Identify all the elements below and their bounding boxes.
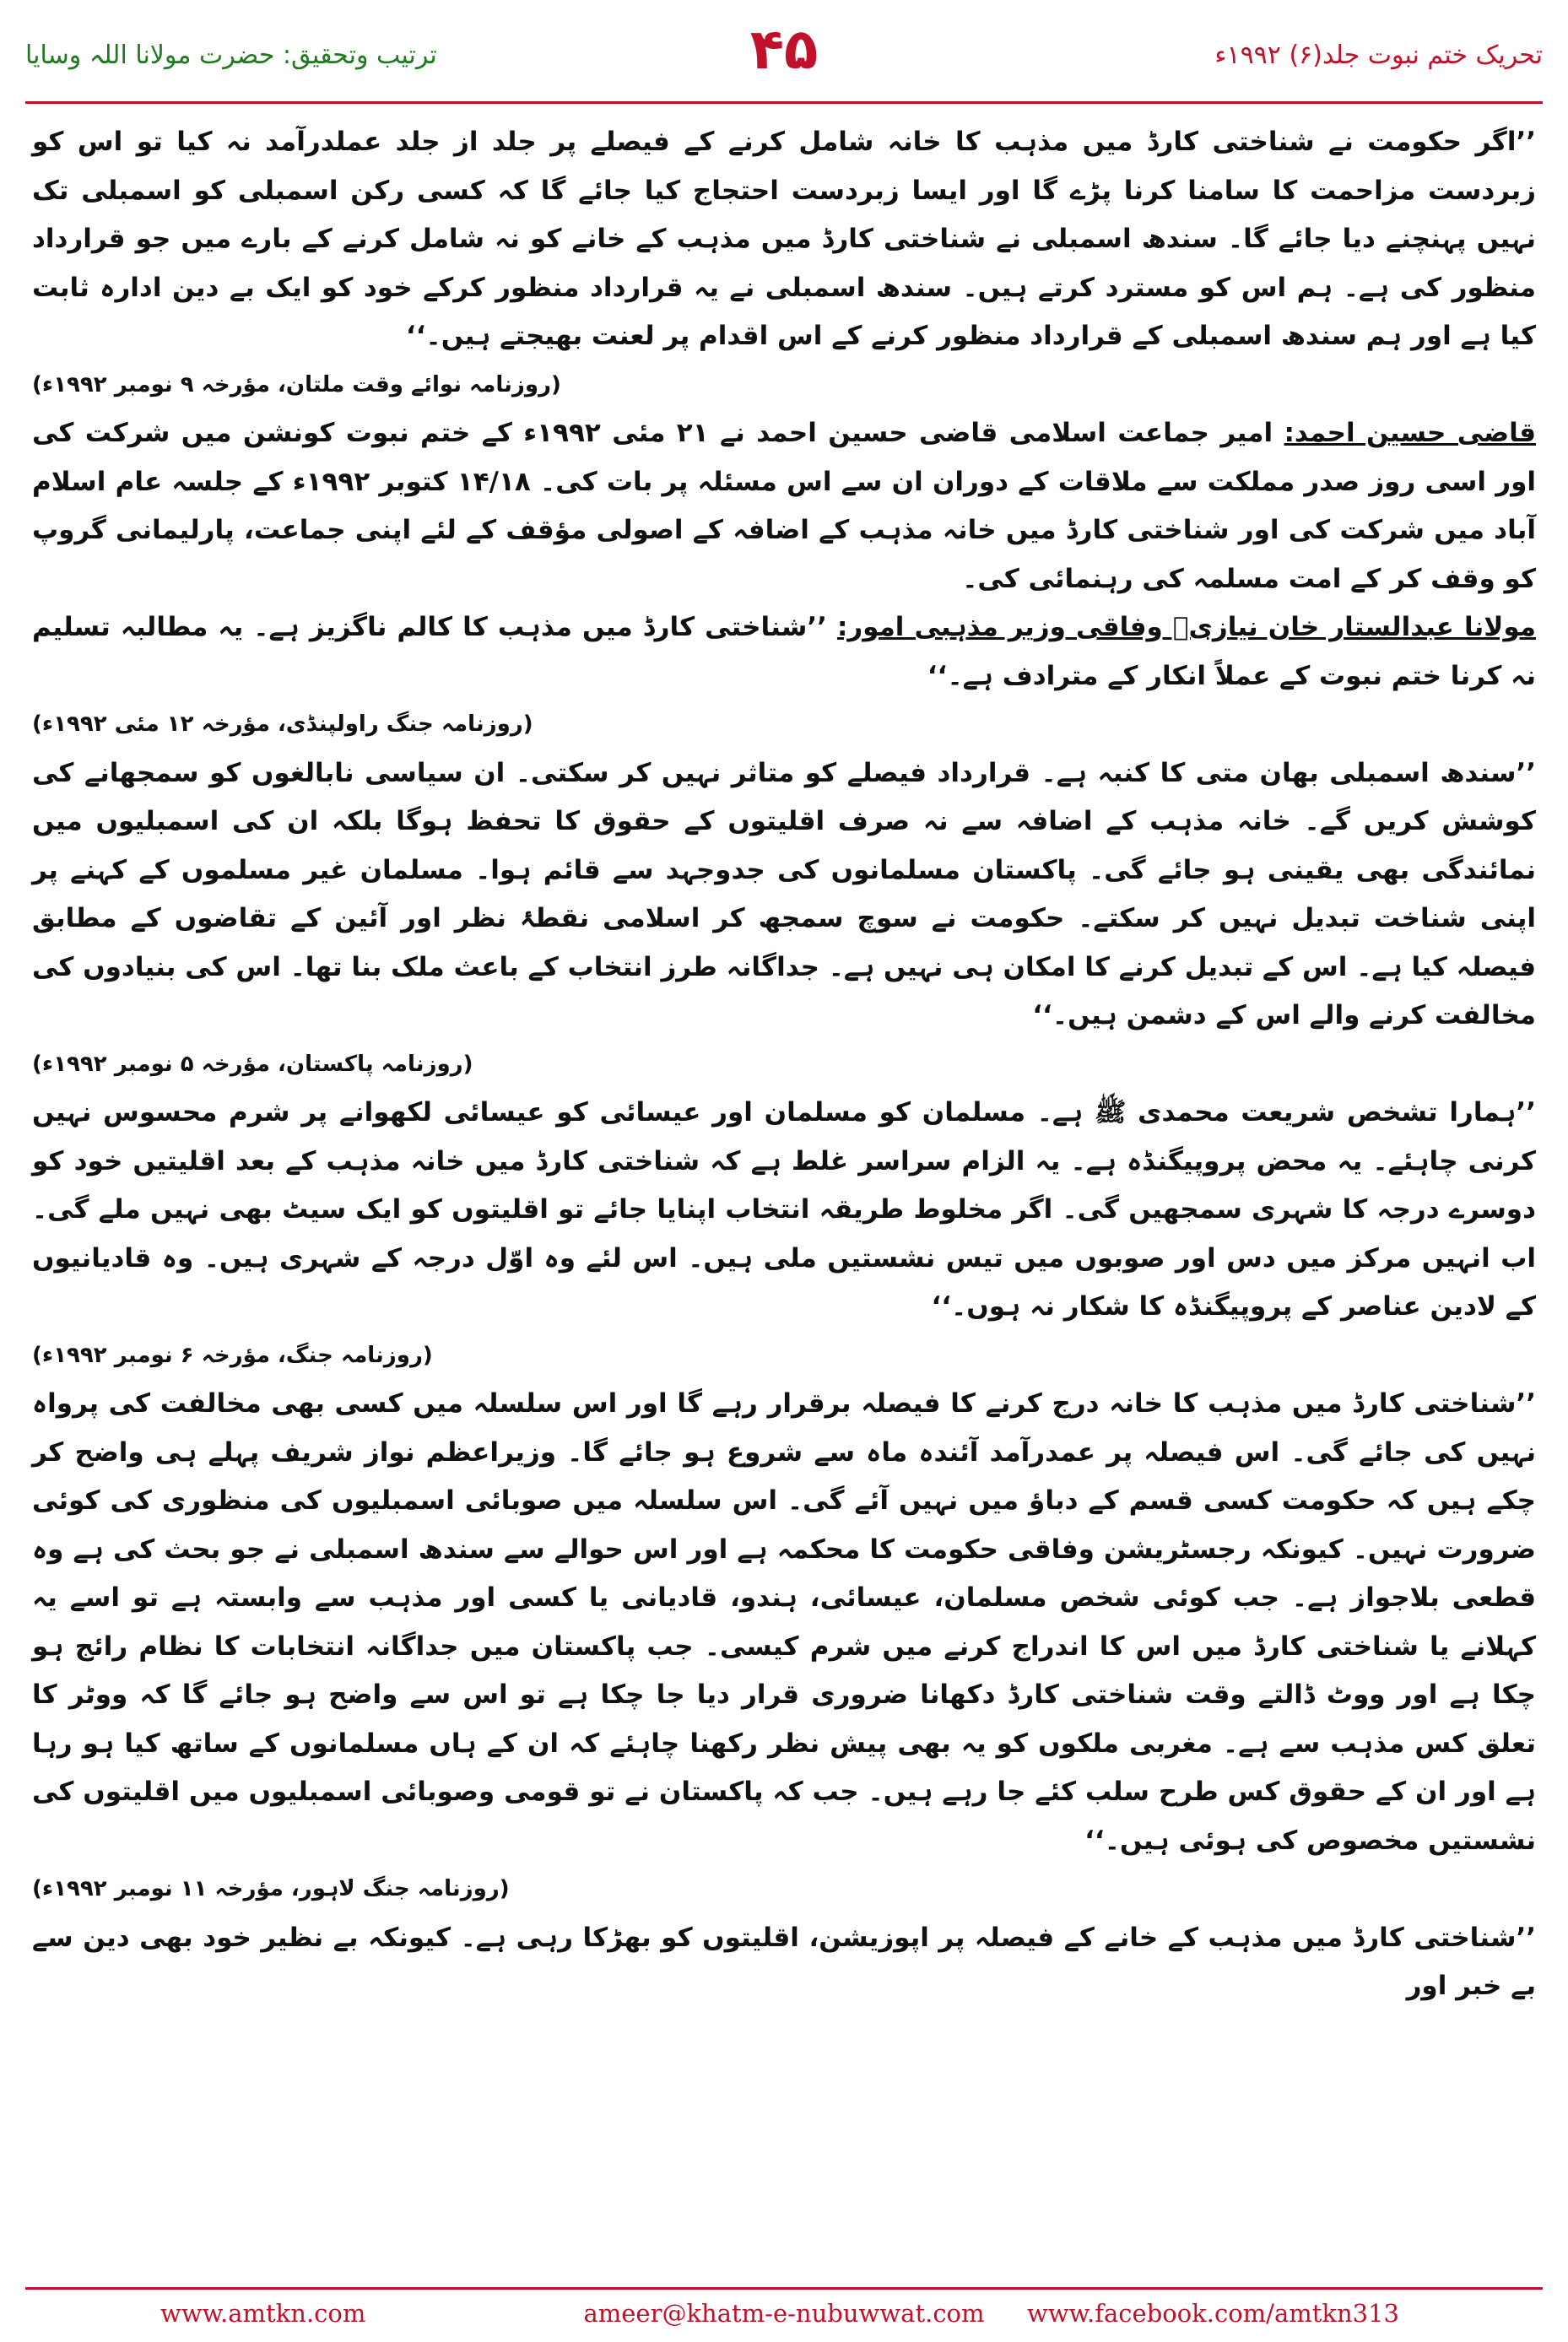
- book-title: تحریک ختم نبوت جلد(۶) ۱۹۹۲ء: [1214, 41, 1543, 70]
- speaker-name: مولانا عبدالستار خان نیازیؒ وفاقی وزیر مذہبی امور:: [836, 612, 1536, 642]
- paragraph-text: امیر جماعت اسلامی قاضی حسین احمد نے ۲۱ مئی ۱۹۹۲ء کے ختم نبوت کونشن میں شرکت کی اور اسی روز صدر مملکت سے ملاقات کے دوران ان سے اس مسئلہ پر بات کی۔ ۱۴/۱۸ کتوبر ۱۹۹۲ء کے جلسہ عام اسلام آباد میں شرکت کی اور شناختی کارڈ میں خانہ مذہب کے اضافہ کے اصولی مؤقف کے لئے اپنی جماعت، پارلیمانی گروپ کو وقف کر کے امت مسلمہ کی رہنمائی کی۔: [32, 418, 1536, 594]
- page-header: [25, 17, 1543, 97]
- statement-paragraph: [32, 603, 1536, 700]
- quote-paragraph: [32, 749, 1536, 1041]
- website-link[interactable]: www.amtkn.com: [160, 2299, 366, 2328]
- citation: (روزنامہ جنگ، مؤرخہ ۶ نومبر ۱۹۹۲ء): [32, 1342, 433, 1368]
- quote-paragraph: [32, 1914, 1536, 2011]
- page-footer: [25, 2296, 1543, 2334]
- compiler-credit: ترتیب وتحقیق: حضرت مولانا اللہ وسایا: [25, 41, 437, 70]
- paragraph-text: ’’ہمارا تشخص شریعت محمدی ﷺ ہے۔ مسلمان کو مسلمان اور عیسائی کو عیسائی لکھوانے پر شرم محسوس نہیں کرنی چاہئے۔ یہ محض پروپیگنڈہ ہے۔ یہ الزام سراسر غلط ہے کہ شناختی کارڈ میں خانہ مذہب کے بعد اقلیتیں خود کو دوسرے درجہ کا شہری سمجھیں گی۔ اگر مخلوط طریقہ انتخاب اپنایا جائے تو اقلیتوں کو ایک سیٹ بھی نہیں ملے گی۔ اب انہیں مرکز میں دس اور صوبوں میں تیس نشستیں ملی ہیں۔ اس لئے وہ اوّل درجہ کے شہری ہیں۔ وہ قادیانیوں کے لادین عناصر کے پروپیگنڈہ کا شکار نہ ہوں۔‘‘: [32, 1097, 1536, 1322]
- paragraph-text: ’’شناختی کارڈ میں مذہب کا کالم ناگزیز ہے۔ یہ مطالبہ تسلیم نہ کرنا ختم نبوت کے عملاً انکار کے مترادف ہے۔‘‘: [32, 612, 1536, 691]
- speaker-name: قاضی حسین احمد:: [1284, 418, 1537, 448]
- footer-divider: [25, 2287, 1543, 2290]
- email-link[interactable]: ameer@khatm-e-nubuwwat.com: [583, 2299, 985, 2328]
- paragraph-text: ’’شناختی کارڈ میں مذہب کا خانہ درج کرنے کا فیصلہ برقرار رہے گا اور اس سلسلہ میں کسی بھی مخالفت کی پرواہ نہیں کی جائے گی۔ اس فیصلہ پر عمدرآمد آئندہ ماہ سے شروع ہو جائے گا۔ وزیراعظم نواز شریف پہلے ہی واضح کر چکے ہیں کہ حکومت کسی قسم کے دباؤ میں نہیں آئے گی۔ اس سلسلہ میں صوبائی اسمبلیوں کی منظوری کی کوئی ضرورت نہیں۔ کیونکہ رجسٹریشن وفاقی حکومت کا محکمہ ہے اور اس حوالے سے سندھ اسمبلی نے جو بحث کی ہے وہ قطعی بلاجواز ہے۔ جب کوئی شخص مسلمان، عیسائی، ہندو، قادیانی یا کسی اور مذہب سے وابستہ ہے تو اسے یہ کہلانے یا شناختی کارڈ میں اس کا اندراج کرنے میں شرم کیسی۔ جب پاکستان میں جداگانہ انتخابات کا نظام رائج ہو چکا ہے اور ووٹ ڈالتے وقت شناختی کارڈ دکھانا ضروری قرار دیا جا چکا ہے تو اس سے واضح ہو جائے گا کہ ووٹر کا تعلق کس مذہب سے ہے۔ مغربی ملکوں کو یہ بھی پیش نظر رکھنا چاہئے کہ ان کے ہاں مسلمانوں کے ساتھ کیا ہو رہا ہے اور ان کے حقوق کس طرح سلب کئے جا رہے ہیں۔ جب کہ پاکستان نے تو قومی وصوبائی اسمبلیوں میں اقلیتوں کی نشستیں مخصوص کی ہوئی ہیں۔‘‘: [32, 1388, 1536, 1856]
- paragraph-text: ’’اگر حکومت نے شناختی کارڈ میں مذہب کا خانہ شامل کرنے کے فیصلے پر جلد از جلد عملدرآمد نہ کیا تو اس کو زبردست مزاحمت کا سامنا کرنا پڑے گا اور ایسا زبردست احتجاج کیا جائے گا کہ کسی رکن اسمبلی کو اسمبلی تک نہیں پہنچنے دیا جائے گا۔ سندھ اسمبلی نے شناختی کارڈ میں مذہب کے خانے کو نہ شامل کرنے کے بارے میں جو قرارداد منظور کی ہے۔ ہم اس کو مسترد کرتے ہیں۔ سندھ اسمبلی نے یہ قرارداد منظور کرکے خود کو ایک بے دین ادارہ ثابت کیا ہے اور ہم سندھ اسمبلی کے قرارداد منظور کرنے کے اس اقدام پر لعنت بھیجتے ہیں۔‘‘: [32, 127, 1536, 351]
- paragraph-text: ’’سندھ اسمبلی بھان متی کا کنبہ ہے۔ قرارداد فیصلے کو متاثر نہیں کر سکتی۔ ان سیاسی نابالغوں کو سمجھانے کی کوشش کریں گے۔ خانہ مذہب کے اضافہ سے نہ صرف اقلیتوں کے حقوق کا تحفظ ہوگا بلکہ ان کی اسمبلیوں میں نمائندگی بھی یقینی ہو جائے گی۔ پاکستان مسلمانوں کی جدوجہد سے قائم ہوا۔ مسلمان غیر مسلموں کے کہنے پر اپنی شناخت تبدیل نہیں کر سکتے۔ حکومت نے سوچ سمجھ کر اسلامی نقطۂ نظر اور آئین کے تقاضوں کے مطابق فیصلہ کیا ہے۔ اس کے تبدیل کرنے کا امکان ہی نہیں ہے۔ جداگانہ طرز انتخاب کے باعث ملک بنا تھا۔ اس کی بنیادوں کی مخالفت کرنے والے اس کے دشمن ہیں۔‘‘: [32, 757, 1536, 1030]
- article-body: [32, 118, 1536, 2011]
- quote-paragraph: [32, 1380, 1536, 1865]
- citation: (روزنامہ جنگ لاہور، مؤرخہ ۱۱ نومبر ۱۹۹۲ء): [32, 1876, 510, 1901]
- statement-paragraph: [32, 409, 1536, 603]
- citation: (روزنامہ پاکستان، مؤرخہ ۵ نومبر ۱۹۹۲ء): [32, 1051, 473, 1077]
- citation: (روزنامہ جنگ راولپنڈی، مؤرخہ ۱۲ مئی ۱۹۹۲ء): [32, 711, 533, 737]
- page-number: ۴۵: [749, 17, 819, 82]
- quote-paragraph: [32, 118, 1536, 361]
- quote-paragraph: [32, 1089, 1536, 1332]
- header-divider: [25, 101, 1543, 104]
- citation: (روزنامہ نوائے وقت ملتان، مؤرخہ ۹ نومبر ۱۹۹۲ء): [32, 371, 561, 398]
- facebook-link[interactable]: www.facebook.com/amtkn313: [1027, 2299, 1399, 2328]
- paragraph-text: ’’شناختی کارڈ میں مذہب کے خانے کے فیصلہ پر اپوزیشن، اقلیتوں کو بھڑکا رہی ہے۔ کیونکہ بے نظیر خود بھی دین سے بے خبر اور: [32, 1922, 1536, 2001]
